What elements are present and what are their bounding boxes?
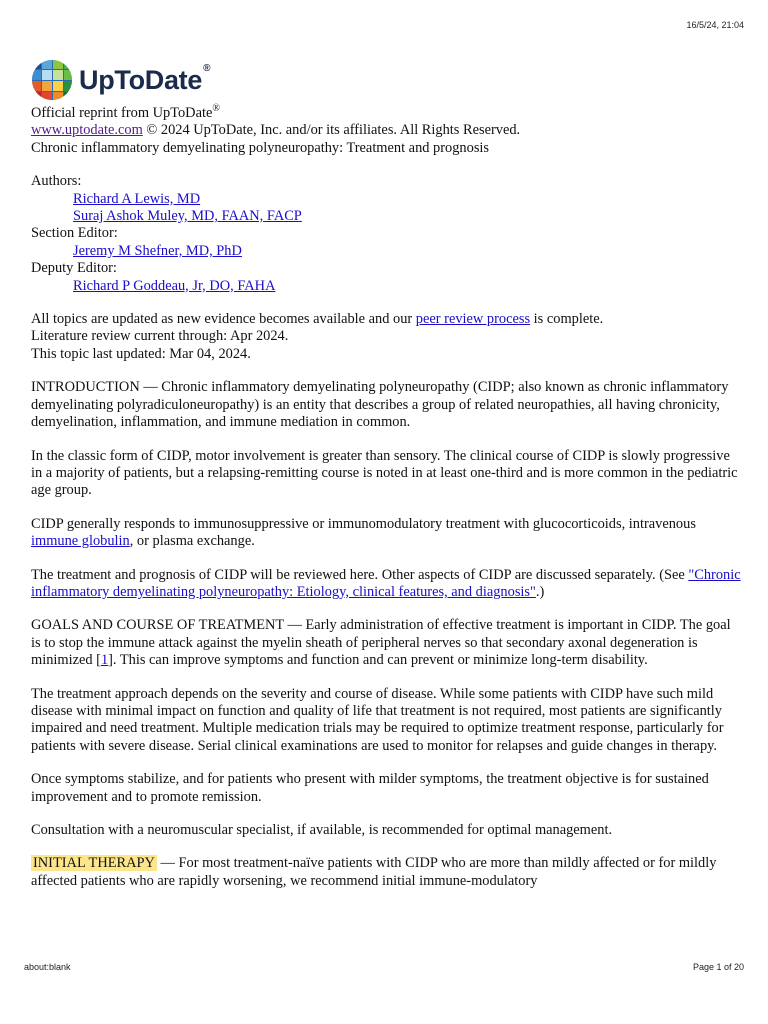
authors-label: Authors: — [31, 173, 82, 190]
stabilize-paragraph: Once symptoms stabilize, and for patients who present with milder symptoms, the treatment objective is for sustained improvement and to promote remission. — [31, 771, 709, 805]
consultation-paragraph: Consultation with a neuromuscular specialist, if available, is recommended for optimal management. — [31, 822, 613, 838]
peer-review-link[interactable]: peer review process — [415, 311, 531, 328]
uptodate-wordmark: UpToDate® — [79, 62, 211, 95]
author-link-lewis[interactable]: Richard A Lewis, MD — [73, 190, 201, 207]
goals-paragraph: GOALS AND COURSE OF TREATMENT — Early administration of effective treatment is important in CIDP. The goal is to stop the immune attack against the myelin sheath of peripheral nerves so that secondary axonal degeneration is minimized [1]. This can improve symptoms and function and can prevent or minimize long-term disability. — [31, 617, 731, 669]
update-notice: All topics are updated as new evidence becomes available and our peer review process is complete. — [31, 311, 604, 328]
deputy-editor-link[interactable]: Richard P Goddeau, Jr, DO, FAHA — [73, 277, 276, 294]
document-body — [31, 105, 743, 890]
treatment-response-paragraph: CIDP generally responds to immunosuppressive or immunomodulatory treatment with glucocorticoids, intravenous immune globulin, or plasma exchange. — [31, 515, 696, 550]
print-date: 16/5/24, 21:04 — [686, 20, 744, 30]
treatment-approach-paragraph: The treatment approach depends on the severity and course of disease. While some patients with CIDP have such mild disease with minimal impact on function and quality of life that treatment is not required, most patients are significantly impaired and need treatment. Multiple medication trials may be required to optimize treatment response, particularly for patients with severe disease. Serial clinical examinations are used to monitor for relapses and guide changes in therapy. — [31, 685, 724, 754]
reference-link-1[interactable]: 1 — [100, 652, 109, 669]
reprint-line: Official reprint from UpToDate® — [31, 103, 220, 121]
deputy-editor-label: Deputy Editor: — [31, 260, 117, 277]
related-topic-link[interactable]: "Chronic inflammatory demyelinating polyneuropathy: Etiology, clinical features, and diagnosis" — [31, 566, 741, 600]
print-url: about:blank — [24, 962, 71, 972]
deputy-editor-item — [31, 278, 743, 295]
page-number: Page 1 of 20 — [692, 962, 744, 972]
section-editor-item — [31, 243, 743, 260]
section-editor-label: Section Editor: — [31, 225, 118, 242]
uptodate-logo — [31, 59, 210, 101]
initial-therapy-heading: INITIAL THERAPY — [33, 855, 155, 872]
last-updated-date: This topic last updated: Mar 04, 2024. — [31, 345, 251, 362]
topic-title: Chronic inflammatory demyelinating polyneuropathy: Treatment and prognosis — [31, 139, 490, 156]
author-link-muley[interactable]: Suraj Ashok Muley, MD, FAAN, FACP — [73, 208, 302, 225]
uptodate-site-link[interactable]: www.uptodate.com — [31, 122, 143, 139]
immune-globulin-link[interactable]: immune globulin — [31, 533, 130, 550]
section-editor-link[interactable]: Jeremy M Shefner, MD, PhD — [73, 242, 242, 259]
initial-therapy-paragraph: INITIAL THERAPY — For most treatment-naïve patients with CIDP who are more than mildly affected or for mildly affected patients who are rapidly worsening, we recommend initial immune-modulatory — [31, 855, 717, 889]
copyright-line: www.uptodate.com © 2024 UpToDate, Inc. and/or its affiliates. All Rights Reserved. — [31, 122, 521, 139]
literature-review-date: Literature review current through: Apr 2024. — [31, 328, 289, 345]
author-item — [31, 191, 743, 208]
scope-paragraph: The treatment and prognosis of CIDP will be reviewed here. Other aspects of CIDP are discussed separately. (See "Chronic inflammatory demyelinating polyneuropathy: Etiology, clinical features, and diagnosis".) — [31, 566, 741, 600]
classic-form-paragraph: In the classic form of CIDP, motor involvement is greater than sensory. The clinical course of CIDP is slowly progressive in a majority of patients, but a relapsing-remitting course is noted in at least one-third and is more common in the pediatric age group. — [31, 447, 738, 499]
author-item — [31, 208, 743, 225]
introduction-paragraph: INTRODUCTION — Chronic inflammatory demyelinating polyneuropathy (CIDP; also known as chronic inflammatory demyelinating polyradiculoneuropathy) is an entity that describes a group of related neuropathies, all having chronicity, demyelination, inflammation, and immune mediation in common. — [31, 379, 729, 431]
uptodate-logo-icon — [31, 59, 73, 101]
